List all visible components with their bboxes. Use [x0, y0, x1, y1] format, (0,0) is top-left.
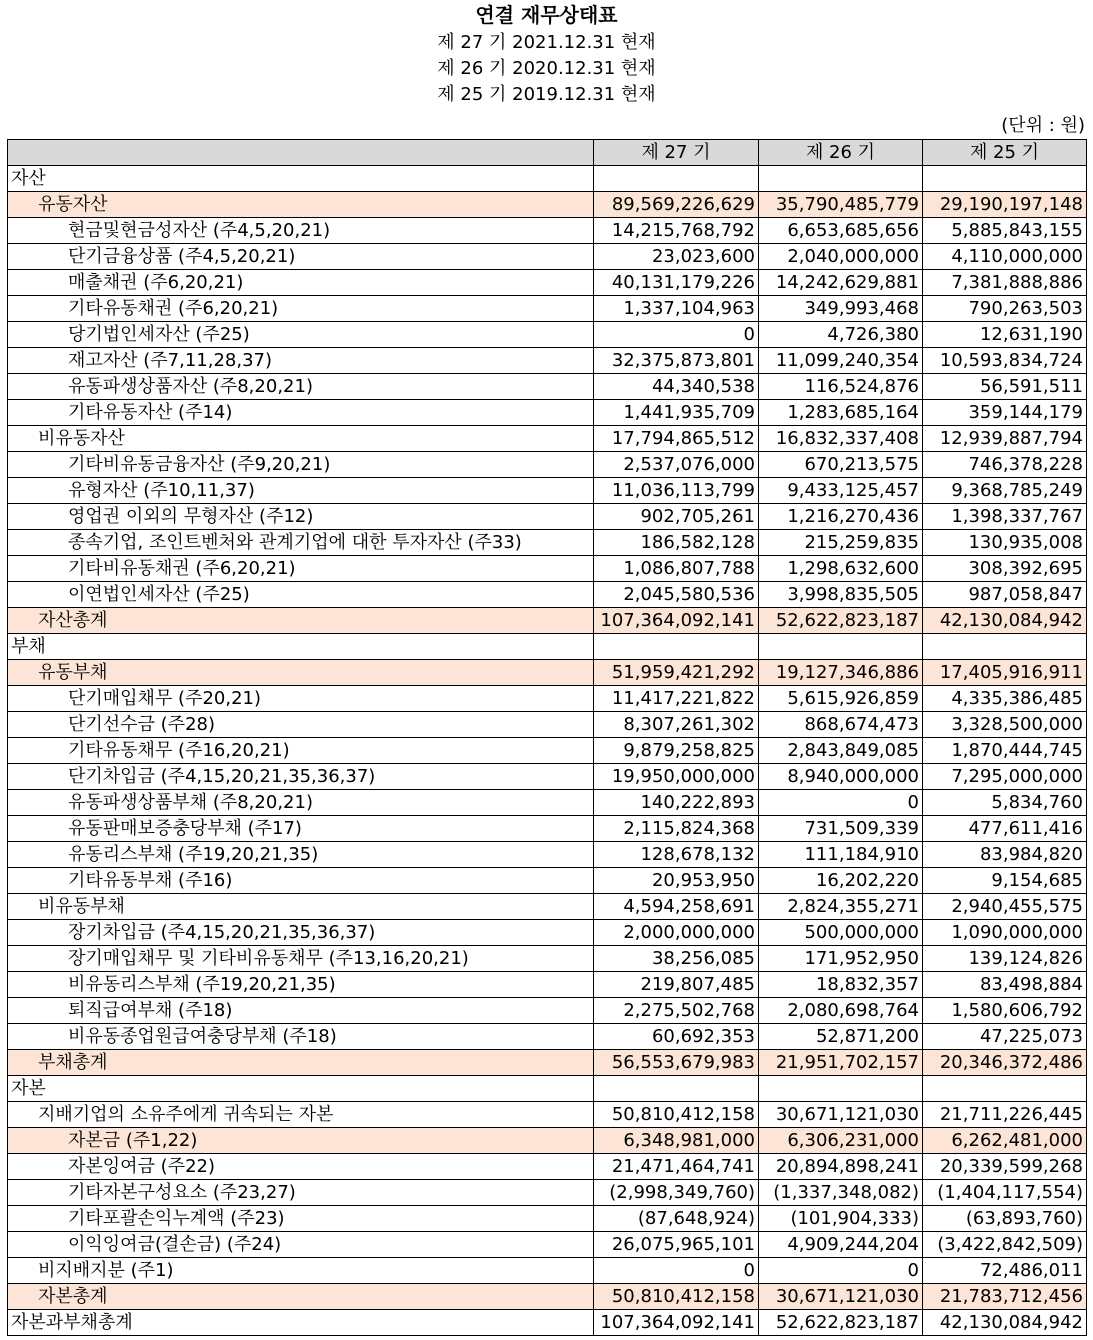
- account-label: 유동파생상품부채 (주8,20,21): [8, 790, 594, 816]
- table-row: [8, 790, 1087, 816]
- amount-cell: 219,807,485: [594, 972, 759, 998]
- account-label: 비유동리스부채 (주19,20,21,35): [8, 972, 594, 998]
- account-label: 비유동자산: [8, 426, 594, 452]
- amount-cell: 4,594,258,691: [594, 894, 759, 920]
- amount-cell: 2,537,076,000: [594, 452, 759, 478]
- amount-cell: 1,441,935,709: [594, 400, 759, 426]
- amount-cell: 50,810,412,158: [594, 1284, 759, 1310]
- table-row: [8, 686, 1087, 712]
- amount-cell: 21,951,702,157: [759, 1050, 923, 1076]
- account-label: 기타자본구성요소 (주23,27): [8, 1180, 594, 1206]
- amount-cell: 2,045,580,536: [594, 582, 759, 608]
- account-label: 부채: [8, 634, 594, 660]
- amount-cell: 42,130,084,942: [923, 608, 1087, 634]
- amount-cell: 20,894,898,241: [759, 1154, 923, 1180]
- account-label: 비유동종업원급여충당부채 (주18): [8, 1024, 594, 1050]
- amount-cell: 8,307,261,302: [594, 712, 759, 738]
- amount-cell: 1,216,270,436: [759, 504, 923, 530]
- table-row: [8, 738, 1087, 764]
- account-label: 매출채권 (주6,20,21): [8, 270, 594, 296]
- amount-cell: 11,417,221,822: [594, 686, 759, 712]
- account-label: 유동파생상품자산 (주8,20,21): [8, 374, 594, 400]
- amount-cell: 4,726,380: [759, 322, 923, 348]
- table-row: [8, 452, 1087, 478]
- amount-cell: 9,433,125,457: [759, 478, 923, 504]
- amount-cell: 19,950,000,000: [594, 764, 759, 790]
- amount-cell: 2,843,849,085: [759, 738, 923, 764]
- amount-cell: 12,939,887,794: [923, 426, 1087, 452]
- amount-cell: 8,940,000,000: [759, 764, 923, 790]
- amount-cell: 746,378,228: [923, 452, 1087, 478]
- amount-cell: 111,184,910: [759, 842, 923, 868]
- account-label: 유동자산: [8, 192, 594, 218]
- account-label: 자본금 (주1,22): [8, 1128, 594, 1154]
- table-row: [8, 634, 1087, 660]
- table-row: [8, 764, 1087, 790]
- header-label-cell: [8, 140, 594, 166]
- amount-cell: [759, 1076, 923, 1102]
- amount-cell: [594, 166, 759, 192]
- amount-cell: 2,275,502,768: [594, 998, 759, 1024]
- amount-cell: 3,328,500,000: [923, 712, 1087, 738]
- table-row: [8, 426, 1087, 452]
- table-row: [8, 660, 1087, 686]
- account-label: 당기법인세자산 (주25): [8, 322, 594, 348]
- header-period-27: 제 27 기: [594, 140, 759, 166]
- amount-cell: [759, 634, 923, 660]
- amount-cell: 16,202,220: [759, 868, 923, 894]
- amount-cell: 11,036,113,799: [594, 478, 759, 504]
- table-row: [8, 582, 1087, 608]
- amount-cell: 23,023,600: [594, 244, 759, 270]
- account-label: 비유동부채: [8, 894, 594, 920]
- amount-cell: 9,368,785,249: [923, 478, 1087, 504]
- account-label: 유동리스부채 (주19,20,21,35): [8, 842, 594, 868]
- account-label: 지배기업의 소유주에게 귀속되는 자본: [8, 1102, 594, 1128]
- amount-cell: 44,340,538: [594, 374, 759, 400]
- amount-cell: 6,262,481,000: [923, 1128, 1087, 1154]
- account-label: 기타유동채무 (주16,20,21): [8, 738, 594, 764]
- amount-cell: 308,392,695: [923, 556, 1087, 582]
- balance-sheet-table: [7, 139, 1087, 1336]
- table-row: [8, 712, 1087, 738]
- amount-cell: 19,127,346,886: [759, 660, 923, 686]
- table-row: [8, 1206, 1087, 1232]
- period-line-26: 제 26 기 2020.12.31 현재: [437, 58, 656, 79]
- amount-cell: [759, 166, 923, 192]
- account-label: 비지배지분 (주1): [8, 1258, 594, 1284]
- amount-cell: 359,144,179: [923, 400, 1087, 426]
- amount-cell: 5,615,926,859: [759, 686, 923, 712]
- account-label: 단기차입금 (주4,15,20,21,35,36,37): [8, 764, 594, 790]
- account-label: 이연법인세자산 (주25): [8, 582, 594, 608]
- table-row: [8, 322, 1087, 348]
- account-label: 장기매입채무 및 기타비유동채무 (주13,16,20,21): [8, 946, 594, 972]
- table-row: [8, 1310, 1087, 1336]
- account-label: 단기금융상품 (주4,5,20,21): [8, 244, 594, 270]
- amount-cell: 16,832,337,408: [759, 426, 923, 452]
- amount-cell: 20,339,599,268: [923, 1154, 1087, 1180]
- table-row: [8, 556, 1087, 582]
- amount-cell: 0: [759, 1258, 923, 1284]
- amount-cell: 868,674,473: [759, 712, 923, 738]
- statement-title: 연결 재무상태표: [475, 3, 618, 27]
- table-row: [8, 530, 1087, 556]
- table-row: [8, 1180, 1087, 1206]
- table-row: [8, 1128, 1087, 1154]
- amount-cell: 21,471,464,741: [594, 1154, 759, 1180]
- amount-cell: 52,871,200: [759, 1024, 923, 1050]
- amount-cell: 40,131,179,226: [594, 270, 759, 296]
- table-row: [8, 1024, 1087, 1050]
- account-label: 기타유동자산 (주14): [8, 400, 594, 426]
- account-label: 현금및현금성자산 (주4,5,20,21): [8, 218, 594, 244]
- amount-cell: [923, 634, 1087, 660]
- amount-cell: 52,622,823,187: [759, 1310, 923, 1336]
- account-label: 유동부채: [8, 660, 594, 686]
- account-label: 기타비유동채권 (주6,20,21): [8, 556, 594, 582]
- amount-cell: 83,498,884: [923, 972, 1087, 998]
- amount-cell: 500,000,000: [759, 920, 923, 946]
- amount-cell: 0: [594, 322, 759, 348]
- amount-cell: 107,364,092,141: [594, 608, 759, 634]
- amount-cell: 349,993,468: [759, 296, 923, 322]
- amount-cell: 107,364,092,141: [594, 1310, 759, 1336]
- account-label: 자본: [8, 1076, 594, 1102]
- amount-cell: 1,298,632,600: [759, 556, 923, 582]
- amount-cell: 89,569,226,629: [594, 192, 759, 218]
- account-label: 자본총계: [8, 1284, 594, 1310]
- table-row: [8, 816, 1087, 842]
- amount-cell: [923, 1076, 1087, 1102]
- amount-cell: 17,794,865,512: [594, 426, 759, 452]
- amount-cell: 18,832,357: [759, 972, 923, 998]
- amount-cell: 987,058,847: [923, 582, 1087, 608]
- account-label: 부채총계: [8, 1050, 594, 1076]
- table-row: [8, 400, 1087, 426]
- amount-cell: 0: [759, 790, 923, 816]
- amount-cell: 130,935,008: [923, 530, 1087, 556]
- amount-cell: 30,671,121,030: [759, 1284, 923, 1310]
- amount-cell: 60,692,353: [594, 1024, 759, 1050]
- amount-cell: (1,404,117,554): [923, 1180, 1087, 1206]
- header-period-25: 제 25 기: [923, 140, 1087, 166]
- table-row: [8, 478, 1087, 504]
- amount-cell: 83,984,820: [923, 842, 1087, 868]
- amount-cell: (63,893,760): [923, 1206, 1087, 1232]
- table-row: [8, 1258, 1087, 1284]
- account-label: 영업권 이외의 무형자산 (주12): [8, 504, 594, 530]
- amount-cell: 1,398,337,767: [923, 504, 1087, 530]
- amount-cell: 51,959,421,292: [594, 660, 759, 686]
- amount-cell: 11,099,240,354: [759, 348, 923, 374]
- table-row: [8, 270, 1087, 296]
- account-label: 기타비유동금융자산 (주9,20,21): [8, 452, 594, 478]
- amount-cell: 20,346,372,486: [923, 1050, 1087, 1076]
- table-row: [8, 192, 1087, 218]
- table-row: [8, 1050, 1087, 1076]
- account-label: 자본잉여금 (주22): [8, 1154, 594, 1180]
- amount-cell: 670,213,575: [759, 452, 923, 478]
- amount-cell: 5,885,843,155: [923, 218, 1087, 244]
- amount-cell: 10,593,834,724: [923, 348, 1087, 374]
- amount-cell: 2,040,000,000: [759, 244, 923, 270]
- table-row: [8, 1154, 1087, 1180]
- amount-cell: 21,783,712,456: [923, 1284, 1087, 1310]
- amount-cell: 21,711,226,445: [923, 1102, 1087, 1128]
- header-row: [8, 140, 1087, 166]
- amount-cell: 6,348,981,000: [594, 1128, 759, 1154]
- amount-cell: 1,086,807,788: [594, 556, 759, 582]
- amount-cell: 1,870,444,745: [923, 738, 1087, 764]
- amount-cell: 140,222,893: [594, 790, 759, 816]
- header-period-26: 제 26 기: [759, 140, 923, 166]
- amount-cell: 128,678,132: [594, 842, 759, 868]
- amount-cell: 902,705,261: [594, 504, 759, 530]
- account-label: 유형자산 (주10,11,37): [8, 478, 594, 504]
- account-label: 자산: [8, 166, 594, 192]
- amount-cell: 47,225,073: [923, 1024, 1087, 1050]
- table-row: [8, 1284, 1087, 1310]
- amount-cell: 1,283,685,164: [759, 400, 923, 426]
- amount-cell: 35,790,485,779: [759, 192, 923, 218]
- amount-cell: 72,486,011: [923, 1258, 1087, 1284]
- amount-cell: 171,952,950: [759, 946, 923, 972]
- table-row: [8, 920, 1087, 946]
- table-row: [8, 1102, 1087, 1128]
- amount-cell: (87,648,924): [594, 1206, 759, 1232]
- amount-cell: (2,998,349,760): [594, 1180, 759, 1206]
- amount-cell: 38,256,085: [594, 946, 759, 972]
- table-row: [8, 868, 1087, 894]
- amount-cell: 9,879,258,825: [594, 738, 759, 764]
- amount-cell: 12,631,190: [923, 322, 1087, 348]
- account-label: 재고자산 (주7,11,28,37): [8, 348, 594, 374]
- account-label: 단기선수금 (주28): [8, 712, 594, 738]
- amount-cell: 20,953,950: [594, 868, 759, 894]
- account-label: 기타유동부채 (주16): [8, 868, 594, 894]
- table-row: [8, 374, 1087, 400]
- table-row: [8, 166, 1087, 192]
- table-row: [8, 998, 1087, 1024]
- amount-cell: 2,000,000,000: [594, 920, 759, 946]
- table-row: [8, 244, 1087, 270]
- table-row: [8, 504, 1087, 530]
- amount-cell: 7,295,000,000: [923, 764, 1087, 790]
- table-row: [8, 972, 1087, 998]
- amount-cell: 790,263,503: [923, 296, 1087, 322]
- amount-cell: 56,553,679,983: [594, 1050, 759, 1076]
- account-label: 기타유동채권 (주6,20,21): [8, 296, 594, 322]
- amount-cell: 52,622,823,187: [759, 608, 923, 634]
- table-row: [8, 842, 1087, 868]
- amount-cell: [923, 166, 1087, 192]
- amount-cell: 6,653,685,656: [759, 218, 923, 244]
- amount-cell: 17,405,916,911: [923, 660, 1087, 686]
- amount-cell: 2,824,355,271: [759, 894, 923, 920]
- amount-cell: (3,422,842,509): [923, 1232, 1087, 1258]
- amount-cell: 1,337,104,963: [594, 296, 759, 322]
- amount-cell: 2,940,455,575: [923, 894, 1087, 920]
- amount-cell: 56,591,511: [923, 374, 1087, 400]
- amount-cell: 6,306,231,000: [759, 1128, 923, 1154]
- table-row: [8, 608, 1087, 634]
- amount-cell: (101,904,333): [759, 1206, 923, 1232]
- amount-cell: [594, 1076, 759, 1102]
- table-row: [8, 946, 1087, 972]
- amount-cell: 14,242,629,881: [759, 270, 923, 296]
- account-label: 자본과부채총계: [8, 1310, 594, 1336]
- amount-cell: [594, 634, 759, 660]
- table-row: [8, 894, 1087, 920]
- amount-cell: 50,810,412,158: [594, 1102, 759, 1128]
- amount-cell: 3,998,835,505: [759, 582, 923, 608]
- account-label: 퇴직급여부채 (주18): [8, 998, 594, 1024]
- amount-cell: 731,509,339: [759, 816, 923, 842]
- amount-cell: 29,190,197,148: [923, 192, 1087, 218]
- account-label: 장기차입금 (주4,15,20,21,35,36,37): [8, 920, 594, 946]
- amount-cell: 1,090,000,000: [923, 920, 1087, 946]
- amount-cell: 5,834,760: [923, 790, 1087, 816]
- amount-cell: 9,154,685: [923, 868, 1087, 894]
- amount-cell: 7,381,888,886: [923, 270, 1087, 296]
- amount-cell: 4,335,386,485: [923, 686, 1087, 712]
- account-label: 자산총계: [8, 608, 594, 634]
- account-label: 유동판매보증충당부채 (주17): [8, 816, 594, 842]
- table-row: [8, 348, 1087, 374]
- table-row: [8, 1076, 1087, 1102]
- amount-cell: 116,524,876: [759, 374, 923, 400]
- amount-cell: 42,130,084,942: [923, 1310, 1087, 1336]
- amount-cell: 2,080,698,764: [759, 998, 923, 1024]
- amount-cell: 0: [594, 1258, 759, 1284]
- account-label: 종속기업, 조인트벤처와 관계기업에 대한 투자자산 (주33): [8, 530, 594, 556]
- period-line-27: 제 27 기 2021.12.31 현재: [437, 32, 656, 53]
- amount-cell: 26,075,965,101: [594, 1232, 759, 1258]
- amount-cell: 139,124,826: [923, 946, 1087, 972]
- amount-cell: 215,259,835: [759, 530, 923, 556]
- unit-label: (단위 : 원): [1001, 115, 1085, 136]
- table-row: [8, 1232, 1087, 1258]
- amount-cell: 4,110,000,000: [923, 244, 1087, 270]
- account-label: 기타포괄손익누계액 (주23): [8, 1206, 594, 1232]
- amount-cell: 4,909,244,204: [759, 1232, 923, 1258]
- table-row: [8, 218, 1087, 244]
- amount-cell: 14,215,768,792: [594, 218, 759, 244]
- amount-cell: 30,671,121,030: [759, 1102, 923, 1128]
- amount-cell: 186,582,128: [594, 530, 759, 556]
- amount-cell: (1,337,348,082): [759, 1180, 923, 1206]
- account-label: 단기매입채무 (주20,21): [8, 686, 594, 712]
- table-row: [8, 296, 1087, 322]
- amount-cell: 32,375,873,801: [594, 348, 759, 374]
- table-body: [8, 140, 1087, 1336]
- period-line-25: 제 25 기 2019.12.31 현재: [437, 84, 656, 105]
- account-label: 이익잉여금(결손금) (주24): [8, 1232, 594, 1258]
- amount-cell: 2,115,824,368: [594, 816, 759, 842]
- amount-cell: 477,611,416: [923, 816, 1087, 842]
- amount-cell: 1,580,606,792: [923, 998, 1087, 1024]
